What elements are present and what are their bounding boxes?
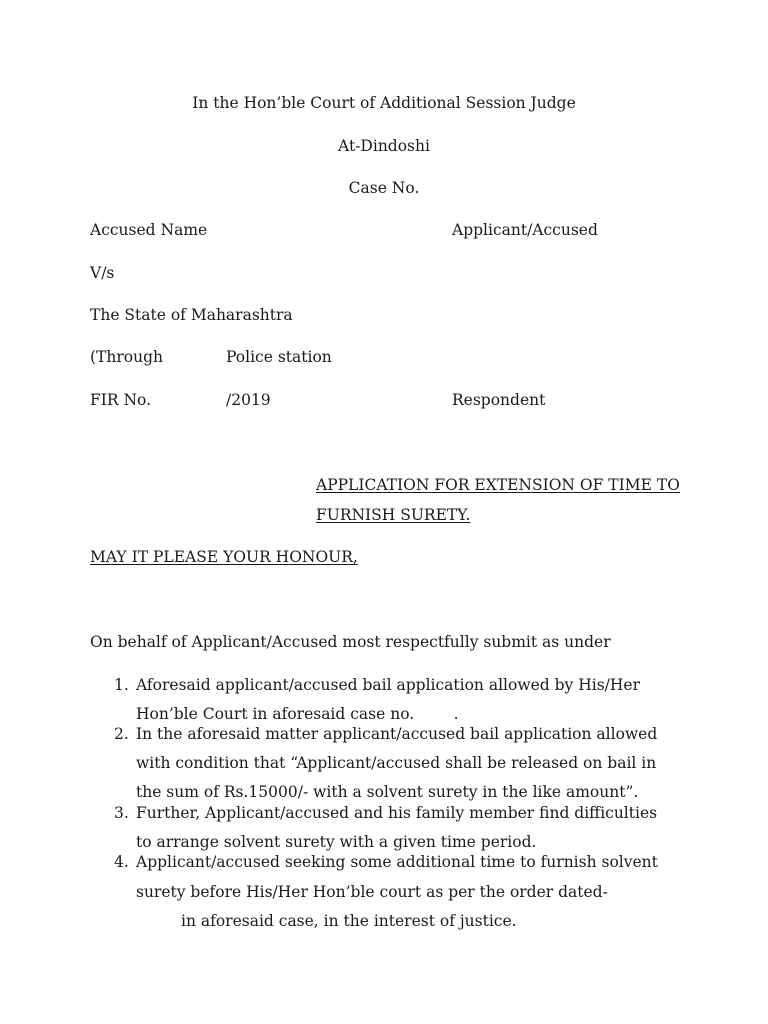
- court-heading: In the Hon’ble Court of Additional Session Judge: [192, 94, 576, 112]
- case-number-label: Case No.: [348, 179, 420, 197]
- list-item-text: Aforesaid applicant/accused bail application allowed by His/Her: [136, 676, 640, 694]
- respondent-label: Respondent: [452, 391, 546, 409]
- through-label: (Through: [90, 348, 163, 366]
- salutation: MAY IT PLEASE YOUR HONOUR,: [90, 548, 358, 566]
- list-item-number: 3.: [114, 804, 129, 822]
- court-place: At-Dindoshi: [338, 137, 430, 155]
- fir-number-label: FIR No.: [90, 391, 152, 409]
- list-item-text: Hon’ble Court in aforesaid case no. .: [136, 705, 459, 723]
- list-item-number: 4.: [114, 853, 129, 871]
- application-title-line1: APPLICATION FOR EXTENSION OF TIME TO: [316, 476, 680, 494]
- application-title-line2: FURNISH SURETY.: [316, 506, 471, 524]
- list-item-text: to arrange solvent surety with a given time period.: [136, 833, 537, 851]
- fir-year: /2019: [226, 391, 271, 409]
- list-item-text: in aforesaid case, in the interest of justice.: [181, 912, 517, 930]
- list-item-number: 2.: [114, 725, 129, 743]
- list-item-number: 1.: [114, 676, 129, 694]
- list-item-text: In the aforesaid matter applicant/accused bail application allowed: [136, 725, 658, 743]
- accused-name-label: Accused Name: [90, 221, 208, 239]
- list-item-text: Applicant/accused seeking some additional time to furnish solvent: [136, 853, 658, 871]
- list-item-text: surety before His/Her Hon’ble court as per the order dated-: [136, 883, 608, 901]
- applicant-role-label: Applicant/Accused: [452, 221, 598, 239]
- list-item-text: with condition that “Applicant/accused shall be released on bail in: [136, 754, 657, 772]
- police-station-label: Police station: [226, 348, 332, 366]
- versus-label: V/s: [90, 264, 115, 282]
- intro-paragraph: On behalf of Applicant/Accused most respectfully submit as under: [90, 633, 611, 651]
- list-item-text: Further, Applicant/accused and his family member find difficulties: [136, 804, 658, 822]
- list-item-text: the sum of Rs.15000/- with a solvent surety in the like amount”.: [136, 783, 639, 801]
- state-name: The State of Maharashtra: [90, 306, 293, 324]
